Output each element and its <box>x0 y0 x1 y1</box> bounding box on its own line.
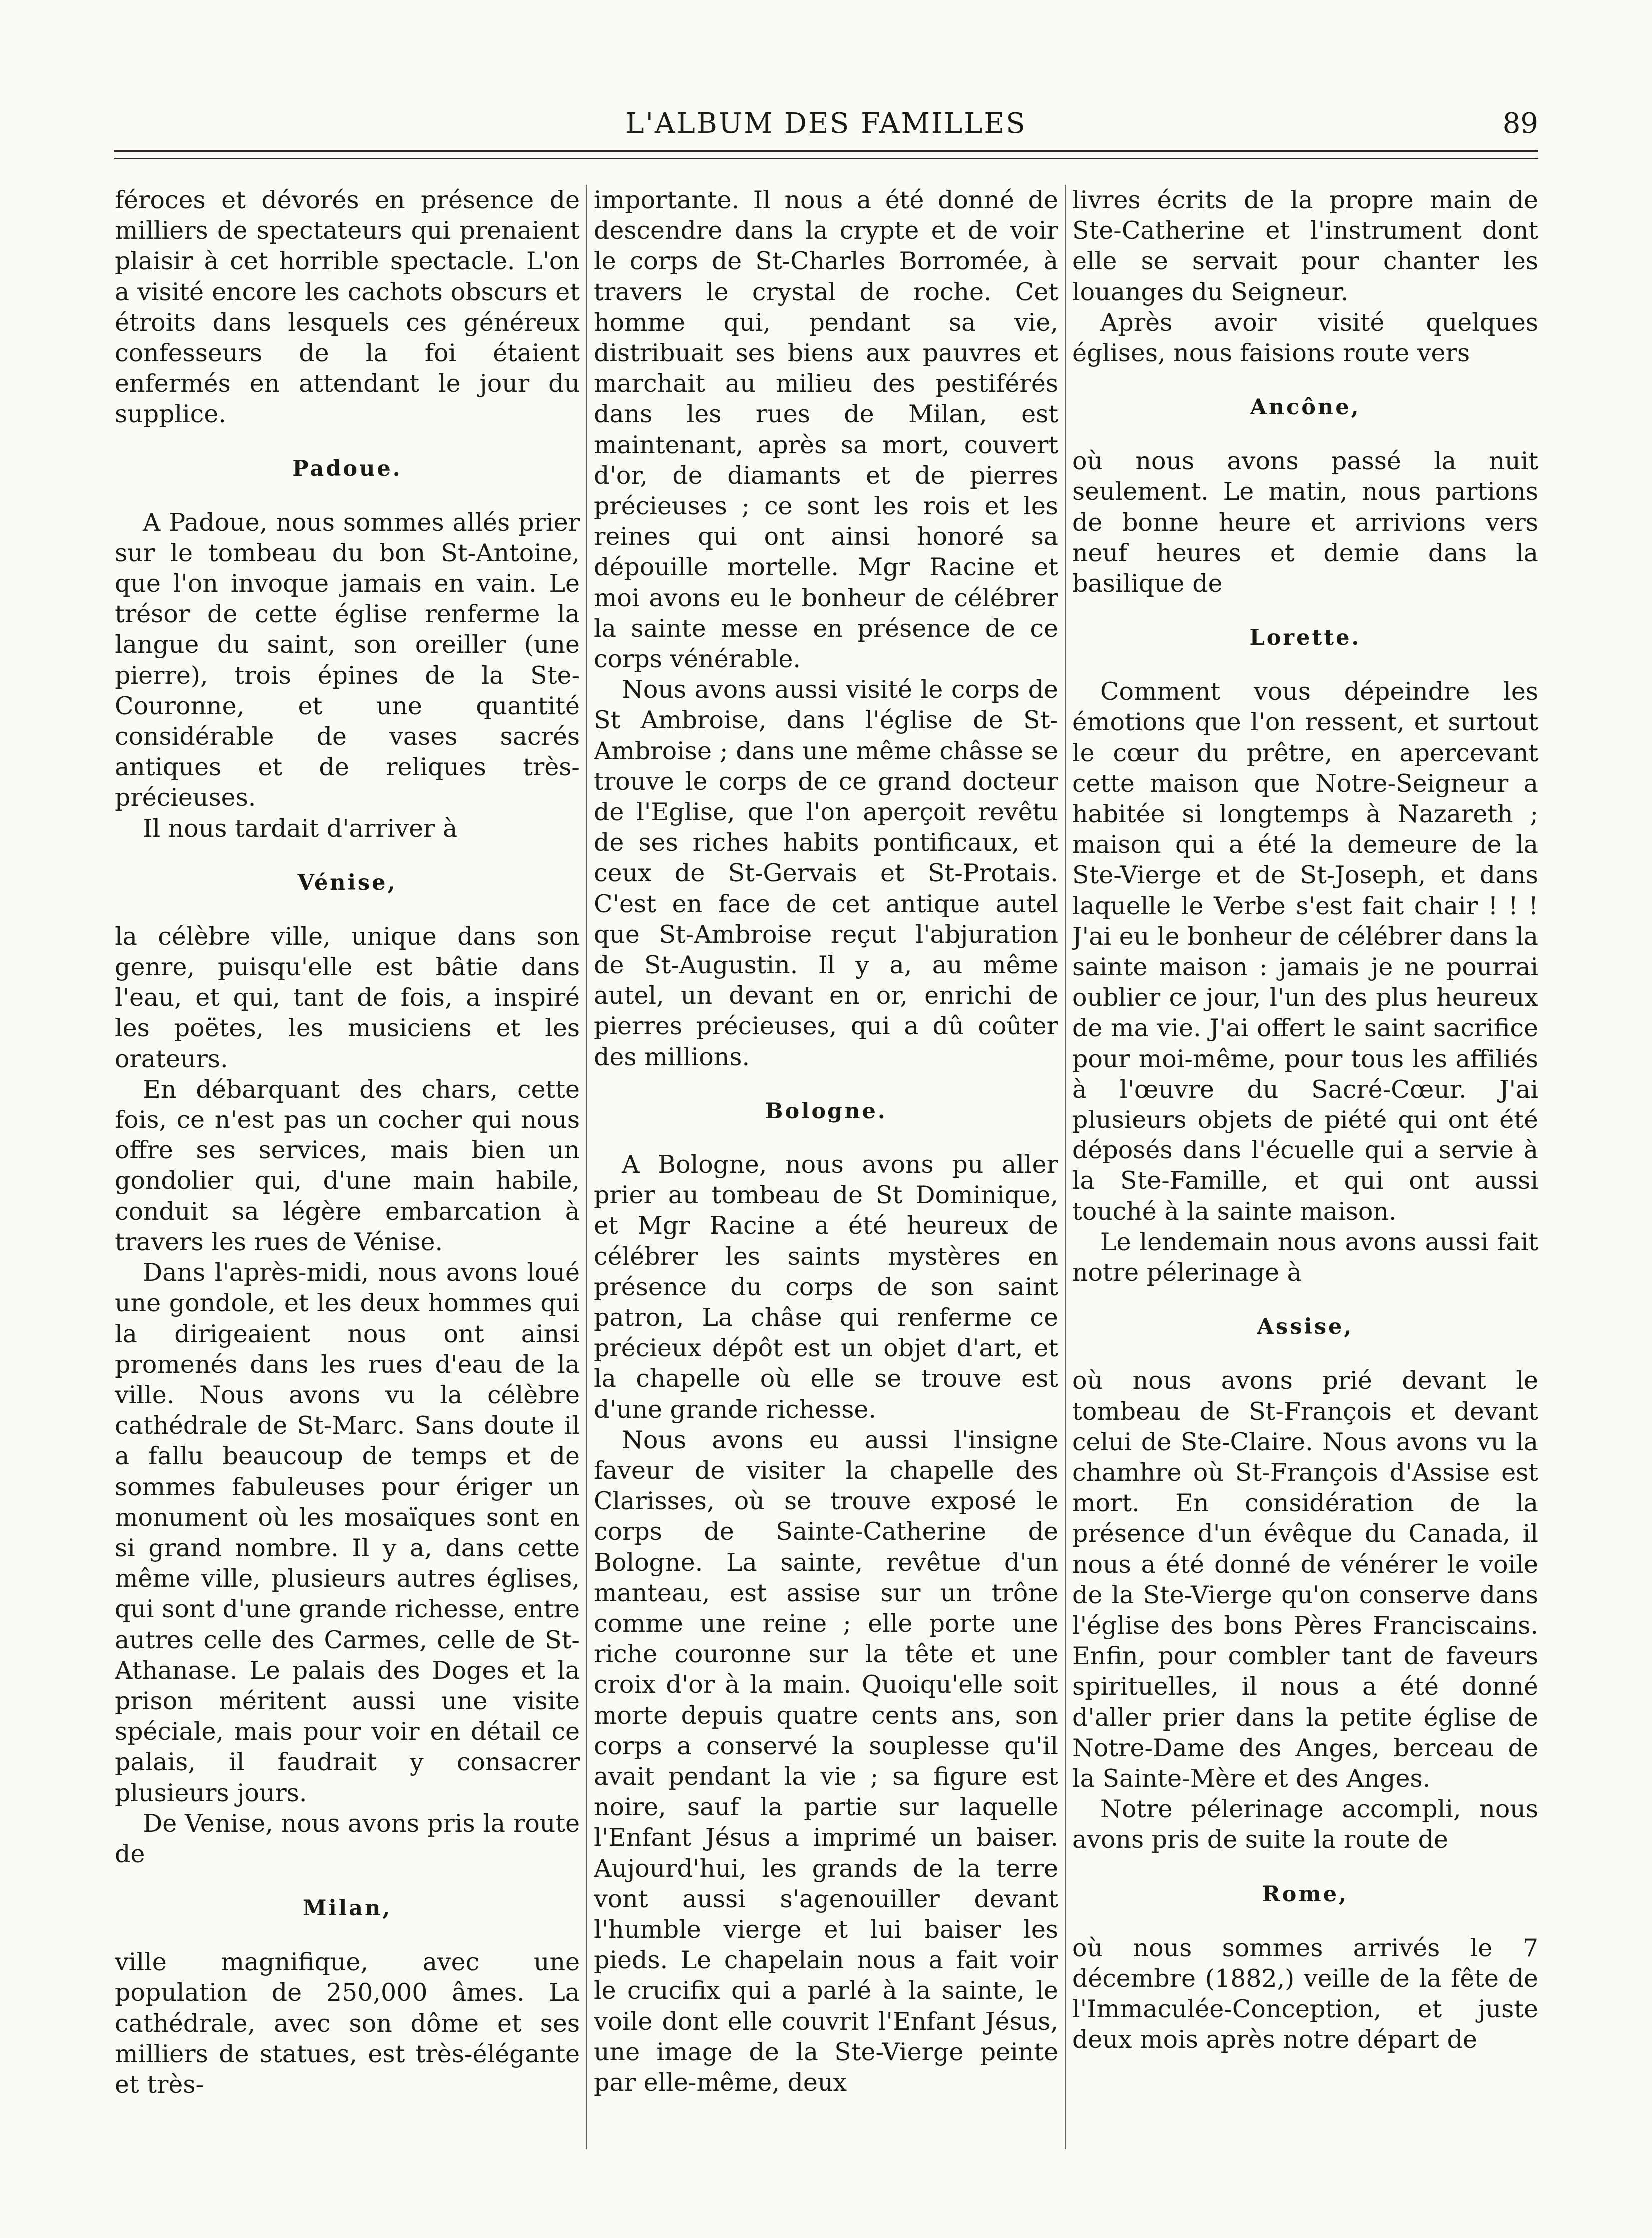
column-divider-2 <box>1065 185 1066 2149</box>
paragraph: ville magnifique, avec une population de 250,000 âmes. La cathédrale, avec son dôme et ses milliers de statues, est très-élégante et très- <box>115 1948 580 2099</box>
text-column-1 <box>115 185 580 2194</box>
paragraph: Notre pélerinage accompli, nous avons pris de suite la route de <box>1072 1795 1538 1854</box>
paragraph: livres écrits de la propre main de Ste-Catherine et l'instrument dont elle se servait pour chanter les louanges du Seigneur. <box>1072 186 1538 306</box>
journal-title: L'ALBUM DES FAMILLES <box>625 107 1027 140</box>
paragraph: En débarquant des chars, cette fois, ce n'est pas un cocher qui nous offre ses services, mais bien un gondolier qui, d'une main habile, conduit sa légère embarcation à travers les rues de Vénise. <box>115 1075 580 1256</box>
paragraph: A Padoue, nous sommes allés prier sur le tombeau du bon St-Antoine, que l'on invoque jamais en vain. Le trésor de cette église renferme la langue du saint, son oreiller (une pierre), trois épines de la Ste-Couronne, et une quantité considérable de vases sacrés antiques et de reliques très-précieuses. <box>115 508 580 812</box>
header-rule-thin <box>114 158 1538 159</box>
paragraph: importante. Il nous a été donné de descendre dans la crypte et de voir le corps de St-Charles Borromée, à travers le crystal de roche. Cet homme qui, pendant sa vie, distribuait ses biens aux pauvres et marchait au milieu des pestiférés dans les rues de Milan, est maintenant, après sa mort, couvert d'or, de diamants et de pierres précieuses ; ce sont les rois et les reines qui ont ainsi honoré sa dépouille mortelle. Mgr Racine et moi avons eu le bonheur de célébrer la sainte messe en présence de ce corps vénérable. <box>594 186 1058 674</box>
column-divider-1 <box>586 185 587 2149</box>
header-rule-thick <box>114 150 1538 152</box>
section-heading: Vénise, <box>297 870 397 895</box>
section-heading: Padoue. <box>292 456 402 481</box>
paragraph: où nous avons passé la nuit seulement. Le matin, nous partions de bonne heure et arrivions vers neuf heures et demie dans la basilique de <box>1072 447 1538 598</box>
section-heading: Bologne. <box>765 1098 887 1123</box>
paragraph: Nous avons eu aussi l'insigne faveur de visiter la chapelle des Clarisses, où se trouve exposé le corps de Sainte-Catherine de Bologne. La sainte, revêtue d'un manteau, est assise sur un trône comme une reine ; elle porte une riche couronne sur la tête et une croix d'or à la main. Quoiqu'elle soit morte depuis quatre cents ans, son corps a conservé la souplesse qu'il avait pendant la vie ; sa figure est noire, sauf la partie sur laquelle l'Enfant Jésus a imprimé un baiser. Aujourd'hui, les grands de la terre vont aussi s'agenouiller devant l'humble vierge et lui baiser les pieds. Le chapelain nous a fait voir le crucifix qui a parlé à la sainte, le voile dont elle couvrit l'Enfant Jésus, une image de la Ste-Vierge peinte par elle-même, deux <box>594 1425 1058 2097</box>
paragraph: la célèbre ville, unique dans son genre, puisqu'elle est bâtie dans l'eau, et qui, tant de fois, a inspiré les poëtes, les musiciens et les orateurs. <box>115 922 580 1073</box>
paragraph: A Bologne, nous avons pu aller prier au tombeau de St Dominique, et Mgr Racine a été heureux de célébrer les saints mystères en présence du corps de son saint patron, La châse qui renferme ce précieux dépôt est un objet d'art, et la chapelle où elle se trouve est d'une grande richesse. <box>594 1150 1058 1424</box>
running-header <box>114 102 1538 142</box>
paragraph: Après avoir visité quelques églises, nous faisions route vers <box>1072 308 1538 368</box>
page-number: 89 <box>1502 107 1538 140</box>
section-heading: Milan, <box>302 1896 392 1921</box>
section-heading: Ancône, <box>1250 395 1361 420</box>
section-heading: Assise, <box>1257 1314 1354 1340</box>
paragraph: De Venise, nous avons pris la route de <box>115 1809 580 1868</box>
text-column-3 <box>1072 185 1538 2194</box>
paragraph: féroces et dévorés en présence de milliers de spectateurs qui prenaient plaisir à cet horrible spectacle. L'on a visité encore les cachots obscurs et étroits dans lesquels ces généreux confesseurs de la foi étaient enfermés en attendant le jour du supplice. <box>115 186 580 429</box>
paragraph: Comment vous dépeindre les émotions que l'on ressent, et surtout le cœur du prêtre, en apercevant cette maison que Notre-Seigneur a habitée si longtemps à Nazareth ; maison qui a été la demeure de la Ste-Vierge et de St-Joseph, et dans laquelle le Verbe s'est fait chair ! ! ! J'ai eu le bonheur de célébrer dans la sainte maison : jamais je ne pourrai oublier ce jour, l'un des plus heureux de ma vie. J'ai offert le saint sacrifice pour moi-même, pour tous les affiliés à l'œuvre du Sacré-Cœur. J'ai plusieurs objets de piété qui ont été déposés dans l'écuelle qui a servie à la Ste-Famille, et qui ont aussi touché à la sainte maison. <box>1072 677 1538 1226</box>
section-heading: Rome, <box>1262 1881 1349 1907</box>
paragraph: où nous avons prié devant le tombeau de St-François et devant celui de Ste-Claire. Nous avons vu la chamhre où St-François d'Assise est mort. En considération de la présence d'un évêque du Canada, il nous a été donné de vénérer le voile de la Ste-Vierge qu'on conserve dans l'église des bons Pères Franciscains. Enfin, pour combler tant de faveurs spirituelles, il nous a été donné d'aller prier dans la petite église de Notre-Dame des Anges, berceau de la Sainte-Mère et des Anges. <box>1072 1366 1538 1793</box>
paragraph: Nous avons aussi visité le corps de St Ambroise, dans l'église de St-Ambroise ; dans une même châsse se trouve le corps de ce grand docteur de l'Eglise, que l'on aperçoit revêtu de ses riches habits pontificaux, et ceux de St-Gervais et St-Protais. C'est en face de cet antique autel que St-Ambroise reçut l'abjuration de St-Augustin. Il y a, au même autel, un devant en or, enrichi de pierres précieuses, qui a dû coûter des millions. <box>594 675 1058 1071</box>
text-column-2 <box>594 185 1058 2194</box>
paragraph: où nous sommes arrivés le 7 décembre (1882,) veille de la fête de l'Immaculée-Conception, et juste deux mois après notre départ de <box>1072 1933 1538 2054</box>
paragraph: Le lendemain nous avons aussi fait notre pélerinage à <box>1072 1227 1538 1287</box>
paragraph: Dans l'après-midi, nous avons loué une gondole, et les deux hommes qui la dirigeaient nous ont ainsi promenés dans les rues d'eau de la ville. Nous avons vu la célèbre cathédrale de St-Marc. Sans doute il a fallu beaucoup de temps et de sommes fabuleuses pour ériger un monument où les mosaïques sont en si grand nombre. Il y a, dans cette même ville, plusieurs autres églises, qui sont d'une grande richesse, entre autres celle des Carmes, celle de St-Athanase. Le palais des Doges et la prison méritent aussi une visite spéciale, mais pour voir en détail ce palais, il faudrait y consacrer plusieurs jours. <box>115 1258 580 1807</box>
section-heading: Lorette. <box>1249 625 1361 651</box>
paragraph: Il nous tardait d'arriver à <box>143 814 458 843</box>
